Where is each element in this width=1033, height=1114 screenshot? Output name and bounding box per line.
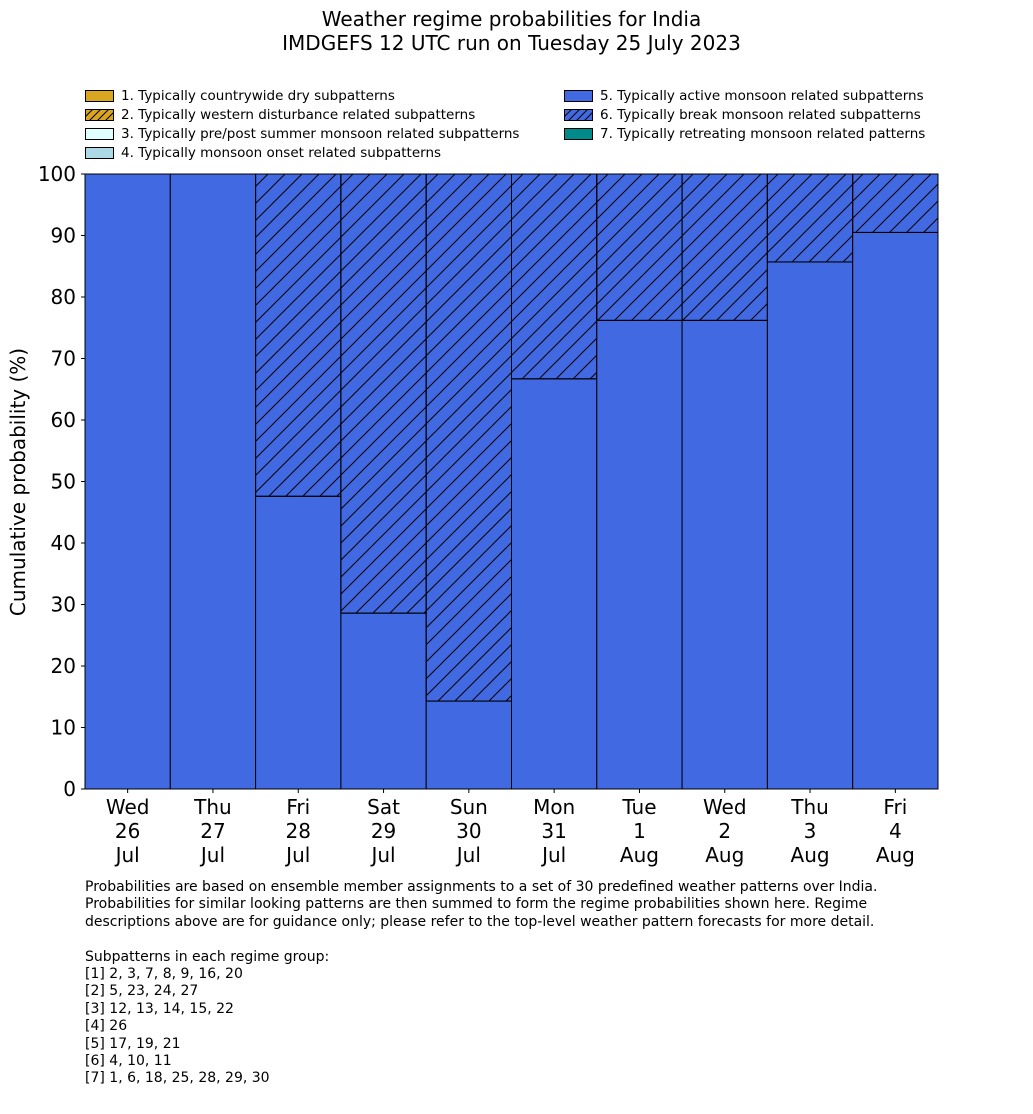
note-line: descriptions above are for guidance only; please refer to the top-level weather pattern forecasts for more detail. — [85, 913, 875, 930]
legend-label: 5. Typically active monsoon related subpatterns — [600, 87, 924, 104]
x-tick-label: Aug — [875, 843, 915, 867]
x-tick-label: 30 — [456, 819, 482, 843]
x-tick-label: 28 — [285, 819, 311, 843]
x-tick-label: 31 — [541, 819, 567, 843]
x-tick-label: Aug — [619, 843, 659, 867]
x-tick-label: Tue — [622, 795, 657, 819]
bar-hatch-overlay — [512, 174, 597, 379]
legend-label: 2. Typically western disturbance related subpatterns — [121, 106, 476, 123]
note-line: Probabilities for similar looking patterns are then summed to form the regime probabilities shown here. Regime — [85, 896, 868, 913]
x-tick-label: Thu — [194, 795, 232, 819]
legend-label: 7. Typically retreating monsoon related patterns — [600, 126, 926, 143]
bar-hatch-overlay — [853, 174, 938, 232]
group-line: [3] 12, 13, 14, 15, 22 — [85, 1000, 234, 1017]
notes-paragraph — [85, 879, 877, 931]
y-tick-label: 90 — [50, 223, 76, 248]
x-tick-label: Sat — [367, 795, 400, 819]
bar-segment-series-1 — [85, 174, 170, 789]
y-tick-label: 50 — [50, 469, 76, 494]
x-tick-label: Fri — [286, 795, 311, 819]
y-tick-label: 30 — [50, 592, 76, 617]
bar-segment-series-1 — [341, 613, 426, 789]
x-tick-label: Jul — [200, 843, 226, 867]
group-line: [7] 1, 6, 18, 25, 28, 29, 30 — [85, 1070, 270, 1087]
bar-hatch-overlay — [597, 174, 682, 320]
x-tick-label: Fri — [883, 795, 908, 819]
y-tick-label: 80 — [50, 285, 76, 309]
bar-segment-series-1 — [682, 320, 767, 789]
x-tick-label: Jul — [456, 843, 481, 867]
chart-title: Weather regime probabilities for India — [321, 7, 702, 31]
x-tick-label: Aug — [790, 843, 830, 867]
x-tick-label: Wed — [105, 795, 150, 819]
x-tick-label: Wed — [702, 795, 747, 819]
y-tick-label: 60 — [50, 408, 76, 432]
bar-hatch-overlay — [767, 174, 852, 262]
bar-segment-series-1 — [597, 320, 682, 789]
x-tick-label: 1 — [633, 819, 646, 843]
x-tick-label: 4 — [888, 819, 902, 843]
y-tick-label: 100 — [37, 162, 76, 186]
groups-list — [85, 966, 877, 1088]
bar-segment-series-1 — [853, 232, 938, 789]
x-tick-label: Thu — [791, 795, 829, 819]
legend-label: 1. Typically countrywide dry subpatterns — [121, 87, 395, 104]
y-tick-label: 0 — [63, 777, 76, 801]
x-tick-label: Sun — [449, 795, 488, 819]
bar-hatch-overlay — [341, 174, 426, 613]
group-line: [4] 26 — [85, 1018, 128, 1035]
note-line: Probabilities are based on ensemble member assignments to a set of 30 predefined weather patterns over India. — [85, 879, 878, 895]
bar-segment-series-1 — [767, 262, 852, 789]
groups-heading: Subpatterns in each regime group: — [85, 948, 330, 965]
bar-segment-series-1 — [426, 701, 511, 789]
y-tick-label: 20 — [50, 654, 76, 678]
x-tick-label: Jul — [371, 843, 396, 867]
bars-layer — [85, 174, 938, 789]
x-tick-label: Aug — [705, 843, 745, 867]
bar-segment-series-1 — [170, 174, 255, 789]
bar-hatch-overlay — [426, 174, 511, 701]
notes — [85, 879, 877, 1088]
x-tick-label: 3 — [803, 819, 817, 843]
x-tick-label: 27 — [200, 819, 226, 843]
x-tick-label: Jul — [286, 843, 311, 867]
legend-label: 6. Typically break monsoon related subpatterns — [600, 106, 921, 123]
group-line: [1] 2, 3, 7, 8, 9, 16, 20 — [85, 966, 243, 983]
x-tick-label: 2 — [718, 819, 732, 843]
x-tick-label: Jul — [115, 843, 140, 867]
x-tick-label: Jul — [542, 843, 567, 867]
group-line: [5] 17, 19, 21 — [85, 1035, 181, 1052]
bar-hatch-overlay — [256, 174, 341, 496]
x-tick-label: 29 — [370, 819, 397, 843]
y-tick-label: 70 — [50, 346, 76, 371]
y-tick-label: 10 — [50, 715, 76, 740]
bar-segment-series-1 — [256, 496, 341, 789]
group-line: [6] 4, 10, 11 — [85, 1053, 172, 1070]
legend-label: 4. Typically monsoon onset related subpatterns — [121, 145, 442, 162]
y-axis-label: Cumulative probability (%) — [6, 347, 30, 617]
y-tick-label: 40 — [50, 531, 76, 555]
legend-label: 3. Typically pre/post summer monsoon related subpatterns — [121, 126, 520, 143]
chart-subtitle: IMDGEFS 12 UTC run on Tuesday 25 July 2023 — [282, 31, 741, 55]
x-tick-label: Mon — [533, 795, 576, 819]
bar-hatch-overlay — [682, 174, 767, 320]
x-tick-label: 26 — [114, 819, 141, 843]
bar-segment-series-1 — [512, 379, 597, 789]
group-line: [2] 5, 23, 24, 27 — [85, 983, 199, 1000]
